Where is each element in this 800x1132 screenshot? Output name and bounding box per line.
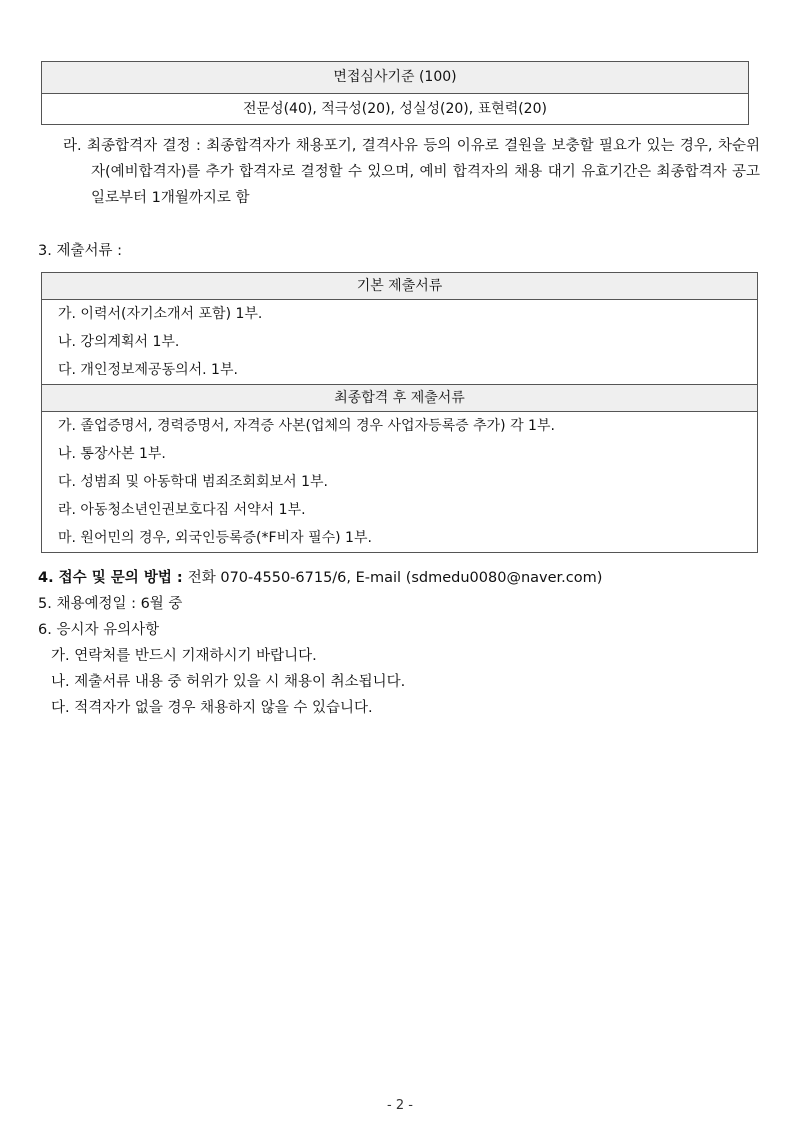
final-document-item: 마. 원어민의 경우, 외국인등록증(*F비자 필수) 1부. bbox=[58, 530, 372, 546]
notes-heading: 6. 응시자 유의사항 bbox=[38, 622, 160, 638]
schedule-line: 5. 채용예정일 : 6월 중 bbox=[38, 596, 183, 612]
contact-text: 전화 070-4550-6715/6, E-mail (sdmedu0080@naver.com) bbox=[187, 570, 603, 586]
notes-item: 다. 적격자가 없을 경우 채용하지 않을 수 있습니다. bbox=[51, 700, 373, 716]
contact-line bbox=[38, 565, 602, 591]
documents-heading: 3. 제출서류 : bbox=[38, 243, 122, 259]
final-decision-paragraph bbox=[63, 133, 760, 211]
final-document-item: 라. 아동청소년인권보호다짐 서약서 1부. bbox=[58, 502, 306, 518]
final-documents-header: 최종합격 후 제출서류 bbox=[42, 384, 757, 412]
criteria-table-header: 면접심사기준 (100) bbox=[42, 62, 748, 94]
basic-document-item: 다. 개인정보제공동의서. 1부. bbox=[58, 362, 238, 378]
final-documents-list bbox=[42, 412, 757, 552]
final-document-item: 가. 졸업증명서, 경력증명서, 자격증 사본(업체의 경우 사업자등록증 추가) 각 1부. bbox=[58, 418, 555, 434]
basic-document-item: 나. 강의계획서 1부. bbox=[58, 334, 180, 350]
final-decision-text: 최종합격자가 채용포기, 결격사유 등의 이유로 결원을 보충할 필요가 있는 경우, 차순위자(예비합격자)를 추가 합격자로 결정할 수 있으며, 예비 합격자의 채용 대기 유효기간은 최종합격자 공고일로부터 1개월까지로 함 bbox=[91, 138, 760, 206]
contact-label: 4. 접수 및 문의 방법 : bbox=[38, 570, 188, 586]
page-number: - 2 - bbox=[387, 1098, 413, 1113]
notes-item: 나. 제출서류 내용 중 허위가 있을 시 채용이 취소됩니다. bbox=[51, 674, 406, 690]
basic-documents-header: 기본 제출서류 bbox=[42, 273, 757, 300]
basic-document-item: 가. 이력서(자기소개서 포함) 1부. bbox=[58, 306, 263, 322]
final-decision-label: 라. 최종합격자 결정 : bbox=[63, 138, 207, 154]
notes-item: 가. 연락처를 반드시 기재하시기 바랍니다. bbox=[51, 648, 317, 664]
documents-table bbox=[41, 272, 758, 553]
interview-criteria-table bbox=[41, 61, 749, 125]
criteria-table-row: 전문성(40), 적극성(20), 성실성(20), 표현력(20) bbox=[243, 101, 547, 117]
basic-documents-list bbox=[42, 300, 757, 384]
final-document-item: 다. 성범죄 및 아동학대 범죄조회회보서 1부. bbox=[58, 474, 328, 490]
final-document-item: 나. 통장사본 1부. bbox=[58, 446, 166, 462]
